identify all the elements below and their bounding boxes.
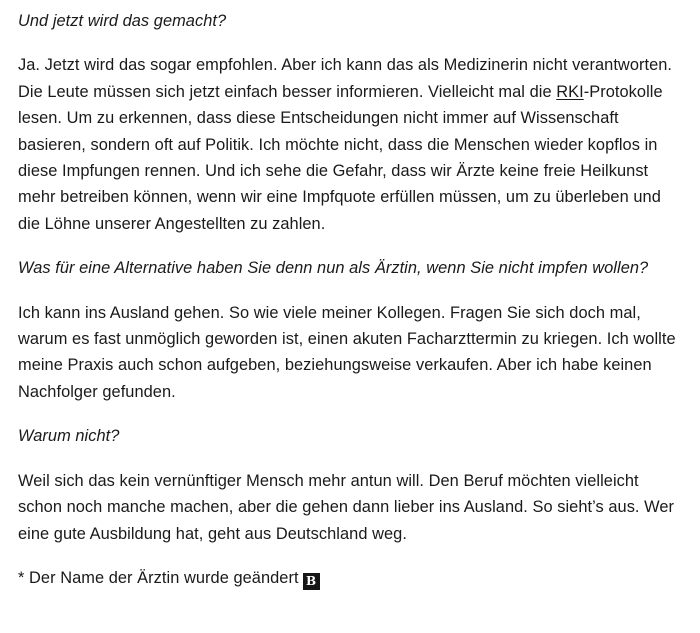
answer-text: Ja. Jetzt wird das sogar empfohlen. Aber ich kann das als Medizinerin nicht verantworten. Die Leute müssen sich jetzt einfach besser informieren. Vielleicht mal die bbox=[18, 56, 673, 101]
answer-text: -Protokolle lesen. Um zu erkennen, dass diese Entscheidungen nicht immer auf Wissenschaft basieren, sondern oft auf Politik. Ich möchte nicht, dass die Menschen wieder kopflos in diese Impfungen rennen. Und ich sehe die Gefahr, dass wir Ärzte keine freie Heilkunst mehr betreiben können, wenn wir eine Impfquote erfüllen müssen, um zu überleben und die Löhne unserer Angestellten zu zahlen. bbox=[18, 82, 663, 233]
interview-question: Was für eine Alternative haben Sie denn nun als Ärztin, wenn Sie nicht impfen wollen? bbox=[18, 259, 649, 278]
rki-link[interactable]: RKI bbox=[556, 82, 584, 101]
footnote-text: * Der Name der Ärztin wurde geändert bbox=[18, 568, 299, 587]
interview-question: Warum nicht? bbox=[18, 427, 120, 446]
interview-answer bbox=[18, 52, 682, 237]
interview-question: Und jetzt wird das gemacht? bbox=[18, 12, 227, 30]
interview-answer: Weil sich das kein vernünftiger Mensch mehr antun will. Den Beruf möchten vielleicht schon noch manche machen, aber die gehen dann lieber ins Ausland. So sieht’s aus. Wer eine gute Ausbildung hat, geht aus Deutschland weg. bbox=[18, 471, 675, 543]
interview-answer: Ich kann ins Ausland gehen. So wie viele meiner Kollegen. Fragen Sie sich doch mal, warum es fast unmöglich geworden ist, einen akuten Facharzttermin zu kriegen. Ich wollte meine Praxis auch schon aufgeben, beziehungsweise verkaufen. Aber ich habe keinen Nachfolger gefunden. bbox=[18, 303, 676, 401]
footnote bbox=[18, 565, 682, 591]
publication-logo-icon: B bbox=[303, 573, 320, 590]
